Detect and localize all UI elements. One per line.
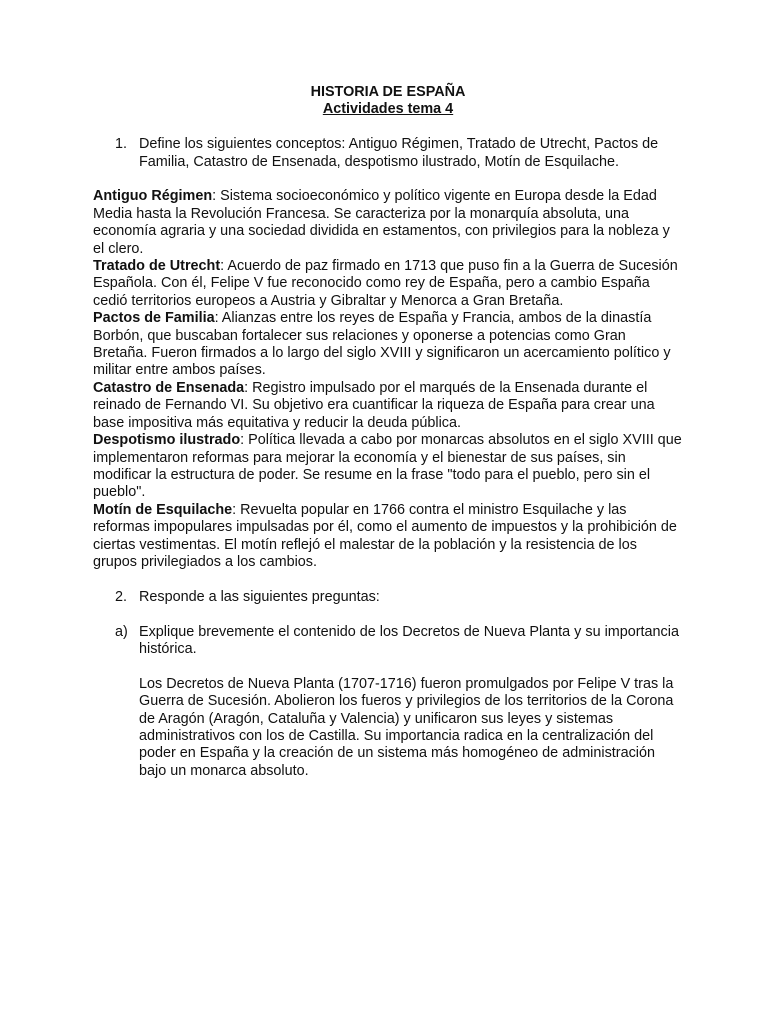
- definition-term: Pactos de Familia: [93, 310, 215, 327]
- definition-term: Despotismo ilustrado: [93, 432, 241, 449]
- definition-despotismo-ilustrado: [93, 432, 683, 502]
- document-subtitle: Actividades tema 4: [322, 101, 454, 118]
- definition-text: : Acuerdo de paz firmado en 1713 que puso fin a la Guerra de Sucesión Española. Con él, Felipe V fue reconocido como rey de España, pero a cambio España cedió territorios europeos a Austria y Gibraltar y Menorca a Gran Bretaña.: [93, 258, 678, 309]
- question-a: [93, 624, 683, 659]
- question-a-marker: a): [115, 623, 128, 640]
- question-a-text: Explique brevemente el contenido de los Decretos de Nueva Planta y su importancia histórica.: [139, 623, 679, 657]
- definition-antiguo-regimen: [93, 188, 683, 258]
- definition-motin-esquilache: [93, 502, 683, 572]
- definition-pactos-familia: [93, 310, 683, 380]
- definition-term: Catastro de Ensenada: [93, 379, 245, 396]
- definition-text: : Registro impulsado por el marqués de la Ensenada durante el reinado de Fernando VI. Su objetivo era cuantificar la riqueza de España para crear una base impositiva más equitativa y reducir la deuda pública.: [93, 379, 655, 431]
- definition-text: : Revuelta popular en 1766 contra el ministro Esquilache y las reformas impopulares impulsadas por él, como el aumento de impuestos y la prohibición de ciertas vestimentas. El motín reflejó el malestar de la población y la resistencia de los grupos privilegiados a los cambios.: [93, 501, 677, 570]
- definition-term: Antiguo Régimen: [93, 188, 213, 205]
- definition-text: : Política llevada a cabo por monarcas absolutos en el siglo XVIII que implementaron reformas para mejorar la economía y el bienestar de sus países, sin modificar la estructura de poder. Se resume en la frase "todo para el pueblo, pero sin el pueblo".: [93, 432, 682, 501]
- definition-text: : Sistema socioeconómico y político vigente en Europa desde la Edad Media hasta la Revolución Francesa. Se caracteriza por la monarquía absoluta, una economía agraria y una sociedad dividida en estamentos, con privilegios para la nobleza y el clero.: [93, 188, 670, 257]
- definition-text: : Alianzas entre los reyes de España y Francia, ambos de la dinastía Borbón, que buscaban fortalecer sus relaciones y oponerse a potencias como Gran Bretaña. Fueron firmados a lo largo del siglo XVIII y significaron un acercamiento político y militar entre ambos países.: [93, 310, 671, 379]
- definition-tratado-utrecht: [93, 258, 683, 310]
- question-2-text: Responde a las siguientes preguntas:: [139, 588, 380, 605]
- definitions-list: [93, 188, 683, 571]
- spacer: [93, 571, 683, 588]
- spacer: [93, 171, 683, 188]
- question-1: [93, 136, 683, 171]
- question-1-text: Define los siguientes conceptos: Antiguo Régimen, Tratado de Utrecht, Pactos de Familia, Catastro de Ensenada, despotismo ilustrado, Motín de Esquilache.: [139, 136, 659, 170]
- question-a-answer: Los Decretos de Nueva Planta (1707-1716) fueron promulgados por Felipe V tras la Guerra de Sucesión. Abolieron los fueros y privilegios de los territorios de la Corona de Aragón (Aragón, Cataluña y Valencia) y unificaron sus leyes y sistemas administrativos con los de Castilla. Su importancia radica en la centralización del poder en España y la creación de un sistema más homogéneo de administración bajo un monarca absoluto.: [139, 675, 674, 779]
- question-1-marker: 1.: [115, 136, 128, 153]
- spacer: [93, 119, 683, 136]
- question-2-marker: 2.: [115, 588, 128, 605]
- document-page: [93, 84, 683, 780]
- question-2: [93, 589, 683, 606]
- document-title: HISTORIA DE ESPAÑA: [310, 84, 466, 100]
- spacer: [93, 606, 683, 623]
- definition-catastro-ensenada: [93, 380, 683, 432]
- definition-term: Tratado de Utrecht: [93, 258, 221, 275]
- spacer: [93, 658, 683, 675]
- definition-term: Motín de Esquilache: [93, 501, 233, 518]
